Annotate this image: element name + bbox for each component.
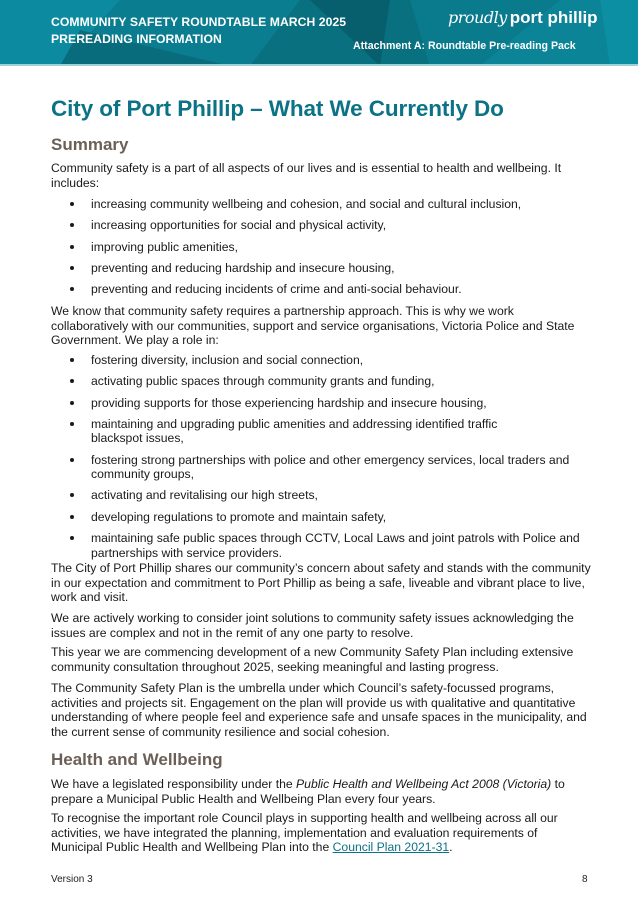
list-item: maintaining safe public spaces through CCTV, Local Laws and joint patrols with Police and partnerships with service providers.: [51, 531, 591, 560]
list-item: providing supports for those experiencing hardship and insecure housing,: [51, 396, 591, 411]
list-item: fostering diversity, inclusion and social connection,: [51, 353, 591, 368]
footer-page-number: 8: [582, 874, 588, 885]
footer-version: Version 3: [51, 874, 93, 885]
umbrella-paragraph: The Community Safety Plan is the umbrella under which Council’s safety-focussed programs, activities and projects sit. Engagement on the plan will provide us with qualitative and quantitative understanding of where people feel and experience safe and unsafe spaces in the municipality, and the current sense of community resilience and social cohesion.: [51, 681, 587, 739]
bullet-icon: [70, 266, 74, 270]
bullet-icon: [70, 515, 74, 519]
health-wellbeing-heading: Health and Wellbeing: [51, 750, 223, 769]
page-title: City of Port Phillip – What We Currently Do: [51, 96, 504, 121]
list-item: improving public amenities,: [51, 240, 591, 255]
header-line-2: PREREADING INFORMATION: [51, 31, 222, 46]
includes-list: [51, 197, 591, 297]
list-item: developing regulations to promote and maintain safety,: [51, 510, 591, 525]
bullet-icon: [70, 422, 74, 426]
header-line-1: COMMUNITY SAFETY ROUNDTABLE MARCH 2025: [51, 15, 347, 29]
page-header-banner: [0, 0, 638, 66]
council-plan-paragraph: To recognise the important role Council plays in supporting health and wellbeing across all our activities, we have integrated the planning, implementation and evaluation requirements of Municipal Public Health and Wellbeing Plan into the Council Plan 2021-31.: [51, 811, 558, 854]
list-item: preventing and reducing incidents of crime and anti-social behaviour.: [51, 282, 591, 297]
roles-list: [51, 353, 591, 560]
list-item: increasing community wellbeing and cohesion, and social and cultural inclusion,: [51, 197, 591, 212]
bullet-icon: [70, 358, 74, 362]
council-plan-link[interactable]: Council Plan 2021-31: [332, 840, 450, 854]
logo-script-text: proudly: [448, 8, 507, 27]
partnership-paragraph: We know that community safety requires a partnership approach. This is why we work collaboratively with our communities, support and service organisations, Victoria Police and State Government. We play a role in:: [51, 304, 575, 347]
list-item: activating public spaces through community grants and funding,: [51, 374, 591, 389]
safety-plan-paragraph: This year we are commencing development of a new Community Safety Plan including extensive community consultation throughout 2025, seeking meaningful and lasting progress.: [51, 645, 574, 674]
concern-paragraph: The City of Port Phillip shares our community’s concern about safety and stands with the community in our expectation and commitment to Port Phillip as being a safe, liveable and vibrant place to live, work and visit.: [51, 561, 591, 604]
attachment-label: Attachment A: Roundtable Pre-reading Pack: [353, 40, 576, 52]
list-item: maintaining and upgrading public amenities and addressing identified traffic blackspot issues,: [51, 417, 591, 446]
joint-solutions-paragraph: We are actively working to consider joint solutions to community safety issues acknowledging the issues are complex and not in the remit of any one party to resolve.: [51, 611, 574, 640]
logo-brand-text: port phillip: [509, 8, 598, 27]
bullet-icon: [70, 458, 74, 462]
bullet-icon: [70, 493, 74, 497]
bullet-icon: [70, 223, 74, 227]
list-item: fostering strong partnerships with police and other emergency services, local traders and community groups,: [51, 453, 591, 482]
header-title-block: [51, 14, 346, 47]
act-name: Public Health and Wellbeing Act 2008 (Victoria): [296, 777, 552, 791]
list-item: increasing opportunities for social and physical activity,: [51, 218, 591, 233]
summary-heading: Summary: [51, 135, 129, 154]
bullet-icon: [70, 401, 74, 405]
bullet-icon: [70, 245, 74, 249]
list-item: preventing and reducing hardship and insecure housing,: [51, 261, 591, 276]
bullet-icon: [70, 202, 74, 206]
legislation-paragraph: We have a legislated responsibility under the Public Health and Wellbeing Act 2008 (Victoria) to prepare a Municipal Public Health and Wellbeing Plan every four years.: [51, 777, 565, 806]
port-phillip-logo: [448, 8, 598, 32]
bullet-icon: [70, 379, 74, 383]
bullet-icon: [70, 287, 74, 291]
summary-intro: Community safety is a part of all aspects of our lives and is essential to health and wellbeing. It includes:: [51, 161, 562, 190]
bullet-icon: [70, 536, 74, 540]
list-item: activating and revitalising our high streets,: [51, 488, 591, 503]
